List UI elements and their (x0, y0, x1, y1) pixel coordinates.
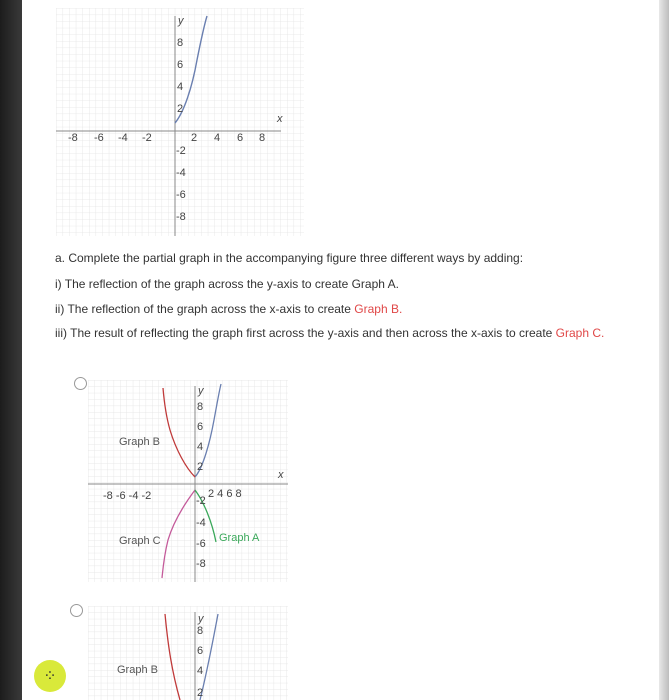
y-axis-label: y (198, 613, 204, 625)
graph-b-label: Graph B (119, 436, 160, 448)
graph-b-label: Graph B (117, 664, 158, 676)
apps-glyph: ⁘ (43, 668, 57, 685)
x-tick: -6 (94, 132, 104, 144)
question-item-2-text: ii) The reflection of the graph across the x-axis to create (55, 302, 355, 316)
answer-option-2-graph[interactable] (88, 606, 288, 700)
answer-option-1-graph[interactable] (88, 380, 288, 582)
graph-a-label: Graph A (219, 532, 260, 544)
x-tick: 8 (259, 132, 266, 144)
y-tick: 2 (197, 687, 204, 699)
y-axis-label: y (198, 385, 204, 397)
apps-icon[interactable] (34, 660, 66, 692)
x-tick: 2 (191, 132, 198, 144)
y-tick: 6 (177, 59, 184, 71)
y-tick: -6 (176, 189, 186, 201)
answer-option-1-radio[interactable] (74, 377, 87, 390)
x-tick: -8 (68, 132, 78, 144)
y-tick: 8 (197, 625, 204, 637)
y-tick: 4 (197, 441, 204, 453)
y-tick: -2 (176, 145, 186, 157)
y-tick: -8 (196, 558, 206, 570)
y-tick: 2 (197, 461, 204, 473)
y-tick: 4 (197, 665, 204, 677)
x-tick: -4 (118, 132, 128, 144)
graph-b-highlight: Graph B. (354, 302, 403, 316)
y-tick: -4 (176, 167, 186, 179)
x-axis-label: x (278, 469, 284, 481)
graph-c-label: Graph C (119, 535, 161, 547)
answer-option-2-radio[interactable] (70, 604, 83, 617)
y-tick: 6 (197, 421, 204, 433)
device-bezel-left (0, 0, 22, 700)
question-item-2 (55, 302, 402, 316)
question-item-3 (55, 326, 604, 340)
partial-graph (56, 8, 304, 236)
question-item-3-text: iii) The result of reflecting the graph first across the y-axis and then across the x-axis to create (55, 326, 556, 340)
y-tick: 8 (197, 401, 204, 413)
question-item-1: i) The reflection of the graph across the y-axis to create Graph A. (55, 277, 399, 291)
y-tick: 6 (197, 645, 204, 657)
y-tick: 2 (177, 103, 184, 115)
x-tick: 4 (214, 132, 221, 144)
device-bezel-right (659, 0, 669, 700)
y-axis-label: y (178, 15, 184, 27)
y-tick: -6 (196, 538, 206, 550)
x-tick: -2 (142, 132, 152, 144)
x-ticks-positive: 2 4 6 8 (208, 488, 242, 500)
x-tick: 6 (237, 132, 244, 144)
question-intro: a. Complete the partial graph in the accompanying figure three different ways by adding: (55, 251, 524, 265)
y-tick: 4 (177, 81, 184, 93)
y-tick: 8 (177, 37, 184, 49)
x-axis-label: x (277, 113, 283, 125)
y-tick: -8 (176, 211, 186, 223)
y-tick: -4 (196, 517, 206, 529)
graph-c-highlight: Graph C. (555, 326, 605, 340)
y-tick: -2 (196, 495, 206, 507)
x-ticks-negative: -8 -6 -4 -2 (103, 490, 152, 502)
